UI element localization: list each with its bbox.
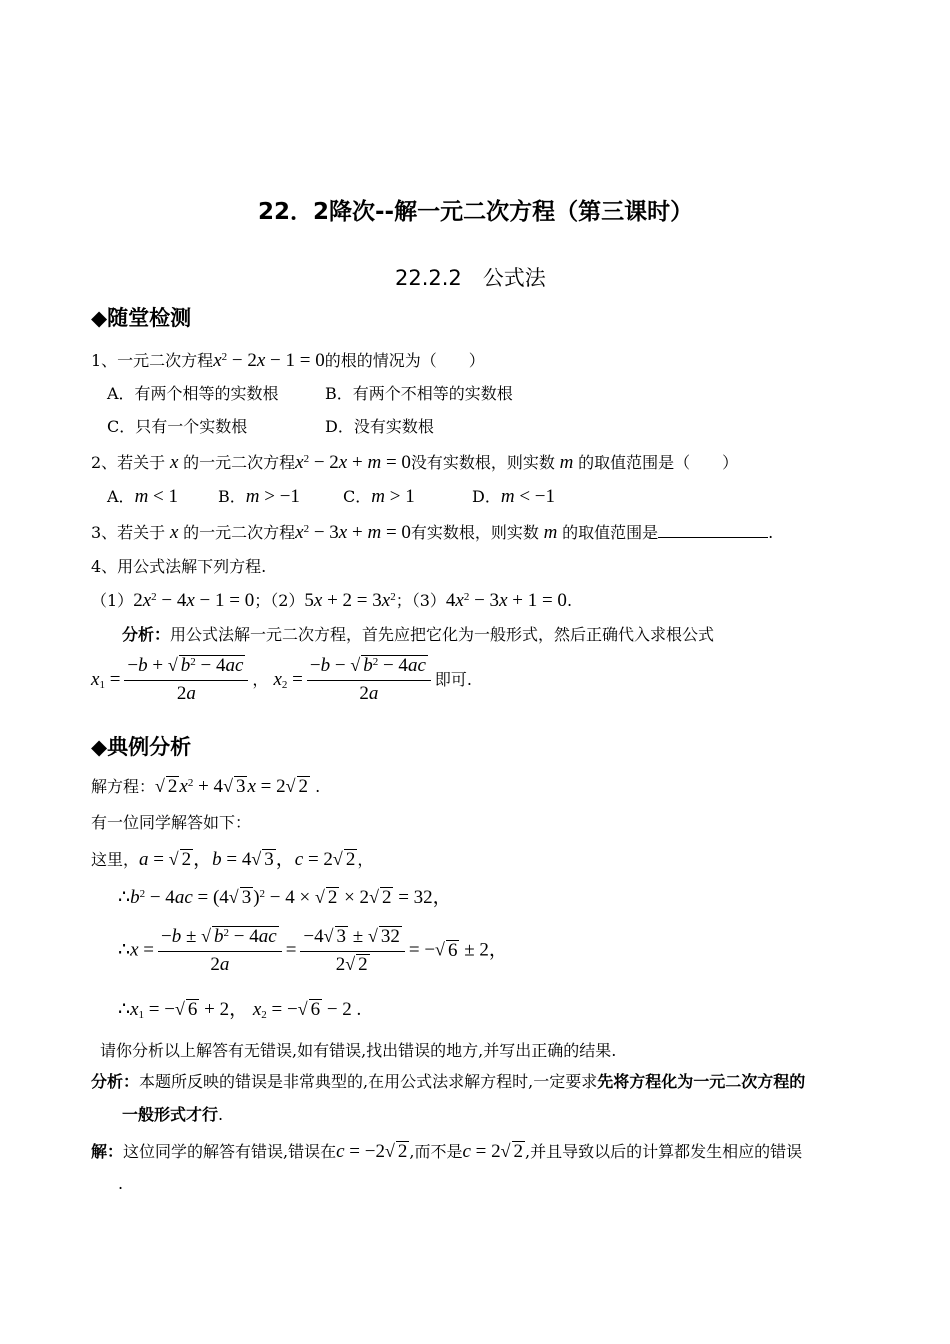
example-discriminant: $\therefore b^2 - 4ac = (4√$ 3 )$^2$ − 4 × √ 2 × 2√ 2 = 32， — [118, 887, 452, 908]
analysis-1-label: 分析： — [122, 625, 171, 644]
q2-option-c-label: C． — [343, 487, 372, 506]
q2-var-m: m — [554, 452, 579, 473]
example-coefficients: 这里，a = √ 2 ，b = 4√ 3 ，c = 2√ 2 ， — [91, 849, 374, 870]
answer-mid: ,而不是 — [409, 1142, 463, 1161]
q2-option-d: D．m < −1 — [472, 486, 556, 507]
q1-option-d: D．没有实数根 — [325, 417, 434, 436]
example-problem: 解方程：√ 2 $x^2 + 4√$ 3 x = 2√ 2 . — [91, 776, 321, 797]
analysis-2-bold: 先将方程化为一元二次方程的 — [597, 1072, 806, 1091]
answer-end: . — [118, 1174, 124, 1193]
example-question: 请你分析以上解答有无错误,如有错误,找出错误的地方,并写出正确的结果. — [100, 1041, 617, 1060]
q3-equation: $x^2 - 3x + m = 0$ — [295, 522, 411, 543]
q2-equation: $x^2 - 2x + m = 0$ — [295, 452, 411, 473]
q1-prefix: 1、一元二次方程 — [91, 351, 214, 370]
analysis-2-line2 — [122, 1105, 223, 1124]
q3-answer-blank — [658, 523, 768, 538]
q4-eq2: $5x + 2 = 3x^2$ — [304, 590, 396, 611]
q4-eq1: $2x^2 - 4x - 1 = 0$ — [133, 590, 255, 611]
q1-option-a: A．有两个相等的实数根 — [107, 384, 279, 403]
q1-suffix: 的根的情况为（ ） — [324, 351, 485, 370]
example-formula-step: ∴x = $\frac{-b \pm √ b^2 - 4ac}{2a}$ = $\frac{-4√ 3 \pm √ 32}{2√ 2}$ = −√ 6 ± 2， — [118, 926, 508, 975]
question-2 — [91, 452, 738, 475]
q3-suffix: 有实数根，则实数 — [410, 523, 539, 542]
page-subtitle: 22.2.2 公式法 — [395, 266, 546, 290]
q4-part3-label: ；（3） — [395, 591, 446, 610]
q3-end: . — [768, 523, 774, 542]
analysis-2-text: 本题所反映的错误是非常典型的,在用公式法求解方程时,一定要求 — [139, 1072, 598, 1091]
example-intro: 有一位同学解答如下： — [91, 813, 252, 832]
q2-option-b-label: B． — [218, 487, 246, 506]
example-solve-label: 解方程： — [91, 777, 156, 796]
question-4: 4、用公式法解下列方程. — [91, 557, 267, 576]
answer-tail: ,并且导致以后的计算都发生相应的错误 — [525, 1142, 803, 1161]
q4-end: . — [566, 591, 573, 610]
q2-option-a: A．m < 1 — [107, 486, 179, 507]
example-roots: $\therefore x_1$ = −√ 6 + 2， $x_2$ = −√ 6 − 2 . — [118, 999, 362, 1021]
q3-prefix: 3、若关于 — [91, 523, 166, 542]
q2-option-c: C．m > 1 — [343, 486, 415, 507]
q4-eq3: $4x^2 - 3x + 1 = 0$ — [445, 590, 567, 611]
analysis-2-line1 — [91, 1072, 805, 1091]
q3-var-m: m — [538, 522, 563, 543]
page-title: 22．2降次--解一元二次方程（第三课时） — [258, 199, 694, 225]
quadratic-formula: $x_1$ = $\frac{-b + √ b^2 - 4ac}{2a}$ ， $x_2$ = $\frac{-b - √ b^2 - 4ac}{2a}$ 即可. — [91, 655, 472, 704]
q2-mid: 的一元二次方程 — [183, 453, 296, 472]
answer-line: 解：这位同学的解答有错误,错误在c = −2√ 2 ,而不是c = 2√ 2 ,并且导致以后的计算都发生相应的错误 — [91, 1141, 803, 1162]
q2-var-x: x — [165, 452, 184, 473]
analysis-2-label: 分析： — [91, 1072, 140, 1091]
q2-option-b: B．m > −1 — [218, 486, 300, 507]
q1-equation: $x^2 - 2x - 1 = 0$ — [213, 350, 325, 371]
q1-option-b: B．有两个不相等的实数根 — [325, 384, 513, 403]
analysis-2-end: . — [218, 1105, 224, 1124]
q2-prefix: 2、若关于 — [91, 453, 166, 472]
q3-mid: 的一元二次方程 — [183, 523, 296, 542]
section-heading-example: ◆典例分析 — [91, 735, 192, 759]
analysis-1-text: 用公式法解一元二次方程，首先应把它化为一般形式，然后正确代入求根公式 — [170, 625, 715, 644]
question-3 — [91, 522, 773, 545]
section-heading-quiz: ◆随堂检测 — [91, 306, 192, 330]
q3-var-x: x — [165, 522, 184, 543]
q4-equations — [91, 590, 572, 613]
answer-label: 解： — [91, 1142, 124, 1161]
analysis-2-bold2: 一般形式才行 — [122, 1105, 219, 1124]
q4-part2-label: ；（2） — [254, 591, 305, 610]
answer-text: 这位同学的解答有错误,错误在 — [123, 1142, 337, 1161]
q2-option-a-label: A． — [107, 487, 135, 506]
q2-suffix2: 的取值范围是（ ） — [578, 453, 739, 472]
question-1 — [91, 350, 485, 373]
q2-option-d-label: D． — [472, 487, 501, 506]
q2-suffix: 没有实数根，则实数 — [410, 453, 555, 472]
analysis-1 — [122, 625, 714, 644]
analysis-1-tail: 即可. — [434, 669, 472, 689]
example-here-label: 这里， — [91, 850, 140, 869]
q1-option-c: C．只有一个实数根 — [107, 417, 248, 436]
q3-suffix2: 的取值范围是 — [562, 523, 659, 542]
q4-part1-label: （1） — [91, 591, 134, 610]
